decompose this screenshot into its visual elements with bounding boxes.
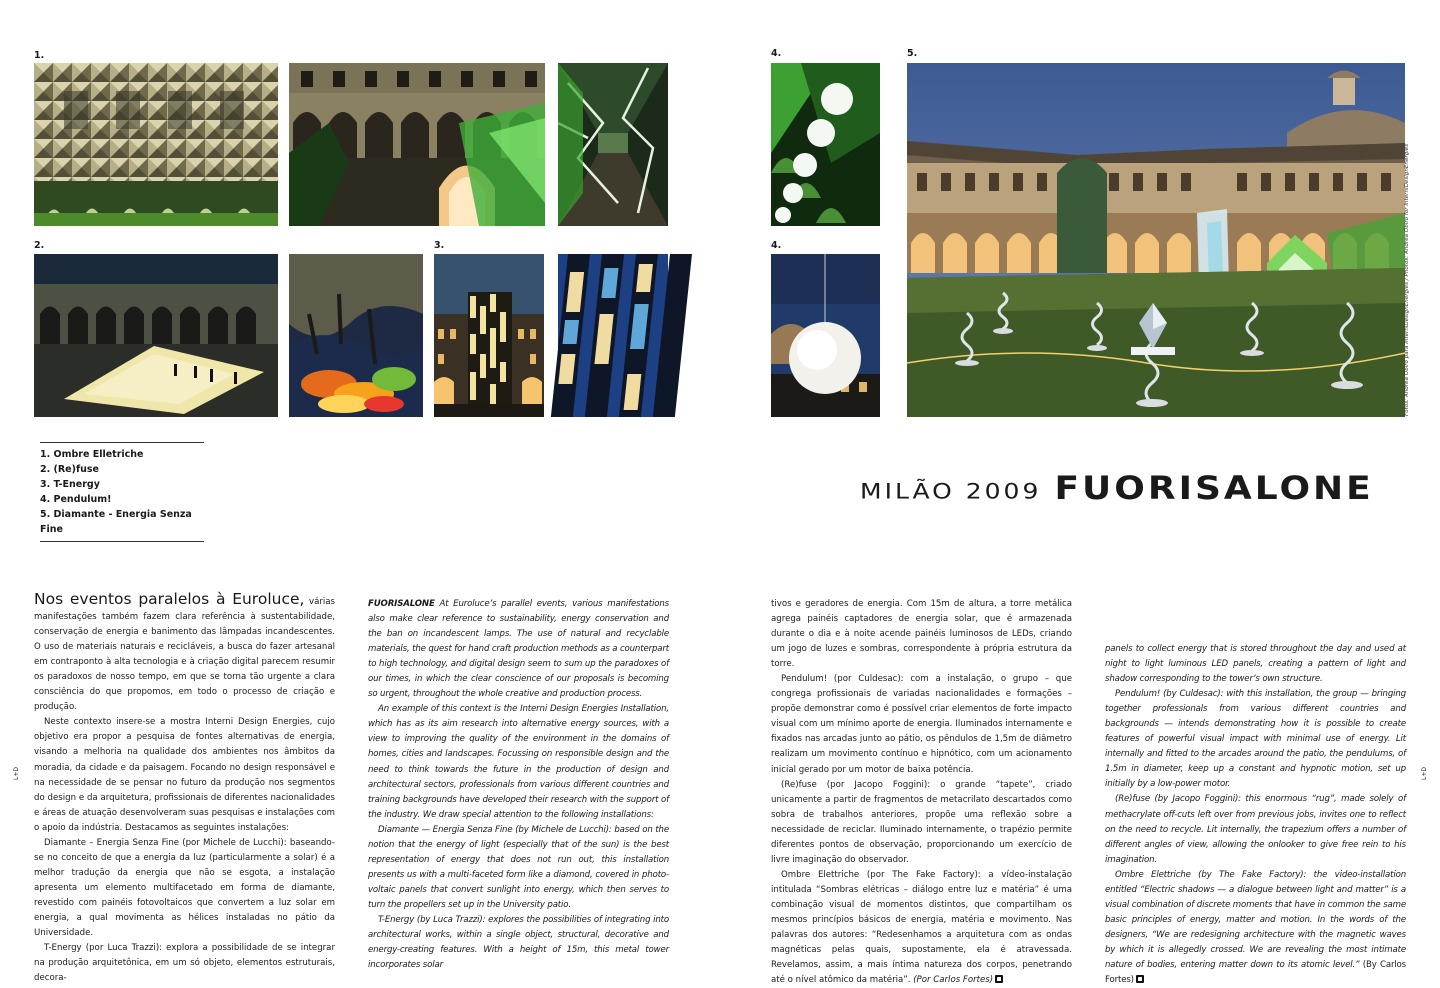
folio-left: L+D	[13, 767, 20, 780]
photo-t-energy-tower	[434, 254, 544, 417]
column-english-2	[1105, 642, 1406, 988]
body-paragraph: At Euroluce’s parallel events, various manifestations also make clear reference to sustainability, energy conservation and the ban on incandescent lamps. The use of natural and recyclable materials, the quest for hand craft production methods as a counterpart to high technology, and digital design seem to sum up the paradoxes of our times, in which the clear conscience of our proposals is becoming so urgent, throughout the whole creative and production process.	[368, 599, 669, 700]
photo-label-5: 5.	[907, 48, 918, 59]
body-paragraph: Pendulum! (por Culdesac): com a instalação, o grupo – que congrega profissionais de variadas nacionalidades e formações – propõe demonstrar como é possível criar elementos de forte impacto visual com um mínimo aporte de energia. Iluminados internamente e fixados nas arcadas junto ao pátio, os pêndulos de 1,5m de diâmetro realizam um movimento contínuo e hipnótico, com um acionamento inicial gerado por um motor de baixa potência.	[771, 674, 1072, 775]
photo-ombre-elettriche-facade	[34, 63, 278, 226]
legend-item: 1. Ombre Elletriche	[40, 449, 144, 460]
photo-arcade-courtyard-green	[289, 63, 545, 226]
photo-label-1: 1.	[34, 50, 45, 61]
body-paragraph: (Re)fuse (por Jacopo Foggini): o grande “tapete”, criado unicamente a partir de fragmentos de metacrilato descartados como sobra de trabalhos anteriores, propõe uma reflexão sobre a necessidade de reciclar. Iluminado internamente, o trapézio permite diferentes pontos de observação, proporcionando um exercício de livre imaginação do observador.	[771, 779, 1072, 865]
photo-t-energy-detail	[558, 254, 668, 417]
run-in-title: FUORISALONE	[368, 599, 435, 609]
body-paragraph: Ombre Elettriche (por The Fake Factory): a vídeo-instalação intitulada “Sombras elétricas – diálogo entre luz e matéria” é uma combinação visual de momentos distintos, que compartilham os mesmos princípios básicos de energia, matéria e movimento. Nas palavras dos autores: “Redesenhamos a arquitetura com as ondas magnéticas pelas quais, supostamente, ela é atravessada. Revelamos, assim, a mais íntima natureza dos corpos, penetrando até o nível atômico da matéria”.	[771, 869, 1072, 986]
lead-in: Nos eventos paralelos à Euroluce,	[34, 590, 305, 608]
body-paragraph: (Re)fuse (by Jacopo Foggini): this enormous “rug”, made solely of methacrylate off-cuts left over from previous jobs, invites one to reflect on the need to recycle. Lit internally, the trapezium offers a number of different angles of view, allowing the onlooker to give free rein to his imagination.	[1105, 794, 1406, 865]
photo-pendulum-spheres-arcade	[771, 63, 880, 226]
legend-item: 5. Diamante - Energia Senza Fine	[40, 509, 192, 535]
photo-diamante-courtyard	[907, 63, 1405, 417]
photo-credit: Fotos: Andrea Obiro para InterniDesignEnergies / Photos: Andrea Obiro for InterniDesignEnergies	[1404, 143, 1410, 416]
body-paragraph: Diamante – Energia Senza Fine (por Michele de Lucchi): baseando-se no conceito de que a energia da luz (particularmente a solar) é a melhor tradução da energia que não se esgota, a instalação apresenta um elemento multifacetado em forma de diamante, revestido com painéis fotovoltaicos que convertem a luz solar em energia, a qual movimenta as hélices instaladas no pátio da Universidade.	[34, 837, 335, 939]
photo-refuse-detail	[289, 254, 423, 417]
body-paragraph: Pendulum! (by Culdesac): with this installation, the group — bringing together professionals from various different countries and backgrounds — intends demonstrating how it is possible to create features of powerful visual impact with minimal use of energy. Lit internally and fitted to the arcades around the patio, the pendulums, of 1.5m in diameter, keep up a constant and hypnotic motion, set up initially by a low-power motor.	[1105, 689, 1406, 790]
photo-pendulum-single	[771, 254, 880, 417]
headline-event: FUORISALONE	[1054, 470, 1374, 507]
column-english-1	[368, 597, 669, 973]
legend-item: 2. (Re)fuse	[40, 464, 99, 475]
byline: (Por Carlos Fortes)	[910, 975, 994, 986]
body-paragraph: várias manifestações também fazem clara referência à sustentabilidade, conservação de energia e banimento das lâmpadas incandescentes. O uso de materiais naturais e recicláveis, a busca do fazer artesanal em contraponto à alta tecnologia e à criação digital parecem resumir os paradoxos de nosso tempo, em que se torna tão urgente a clara consciência do que propomos, em todo o processo de criação e produção.	[34, 597, 336, 713]
column-portuguese-1	[34, 592, 335, 986]
headline-city: MILÃO 2009	[860, 479, 1042, 504]
body-paragraph: Ombre Elettriche (by The Fake Factory): the video-installation entitled “Electric shadows — a dialogue between light and matter” is a visual combination of discrete moments that have in common the same basic principles of energy, matter and motion. In the words of the designers, “We are redesigning architecture with the magnetic waves by which it is allegedly crossed. We are revealing the most intimate nature of bodies, entering matter down to its atomic level.”	[1105, 869, 1406, 970]
photo-refuse-courtyard	[34, 254, 278, 417]
folio-right: L+D	[1421, 767, 1428, 780]
body-paragraph: tivos e geradores de energia. Com 15m de altura, a torre metálica agrega painéis captadores de energia solar, que é armazenada durante o dia e à noite acende painéis luminosos de LEDs, criando um jogo de luzes e sombras, correspondente à própria estrutura da torre.	[771, 599, 1072, 670]
photo-label-2: 2.	[34, 240, 45, 251]
legend-item: 4. Pendulum!	[40, 494, 112, 505]
photo-legend	[40, 442, 204, 542]
body-paragraph: T-Energy (por Luca Trazzi): explora a possibilidade de se integrar na produção arquitetônica, em um só objeto, elementos estruturais, decora-	[34, 943, 335, 984]
photo-label-3: 3.	[434, 240, 445, 251]
body-paragraph: Diamante — Energia Senza Fine (by Michele de Lucchi): based on the notion that the energy of light (especially that of the sun) is the best representation of energy that does not run out, this installation presents us with a multi-faceted form like a diamond, covered in photo-voltaic panels that convert sunlight into energy, which then serves to turn the propellers set up in the University patio.	[368, 824, 669, 910]
end-mark-icon	[1136, 975, 1144, 983]
byline: (By Carlos Fortes)	[1105, 959, 1406, 986]
column-portuguese-2	[771, 597, 1072, 988]
photo-label-4a: 4.	[771, 48, 782, 59]
photo-label-4b: 4.	[771, 240, 782, 251]
body-paragraph: Neste contexto insere-se a mostra Interni Design Energies, cujo objetivo era propor a pesquisa de fontes alternativas de energia, visando a melhoria na qualidade dos ambientes nos âmbitos da moradia, da cidade e da paisagem. Focando no design responsável e na necessidade de se pensar no futuro da produção nos segmentos do design e da arquitetura, profissionais de diferentes nacionalidades e áreas de atuação desenvolveram suas pesquisas e instalações com o apoio da indústria. Destacamos as seguintes instalações:	[34, 717, 335, 833]
body-paragraph: An example of this context is the Interni Design Energies Installation, which has as its aim research into alternative energy sources, with a view to improving the quality of the environment in the domains of homes, cities and landscapes. Focussing on responsible design and the need to think towards the future in the production of design and architectural sectors, professionals from various different countries and training backgrounds have developed their research with the support of the industry. We draw special attention to the following installations:	[368, 704, 669, 820]
photo-corridor-light-lines	[558, 63, 668, 226]
legend-item: 3. T-Energy	[40, 479, 100, 490]
body-paragraph: panels to collect energy that is stored throughout the day and used at night to light luminous LED panels, creating a pattern of light and shadow corresponding to the tower’s own structure.	[1105, 644, 1406, 685]
article-headline	[860, 468, 1374, 509]
end-mark-icon	[995, 975, 1003, 983]
body-paragraph: T-Energy (by Luca Trazzi): explores the possibilities of integrating into architectural works, within a single object, structural, decorative and energy-creating features. With a height of 15m, this metal tower incorporates solar	[368, 914, 669, 971]
